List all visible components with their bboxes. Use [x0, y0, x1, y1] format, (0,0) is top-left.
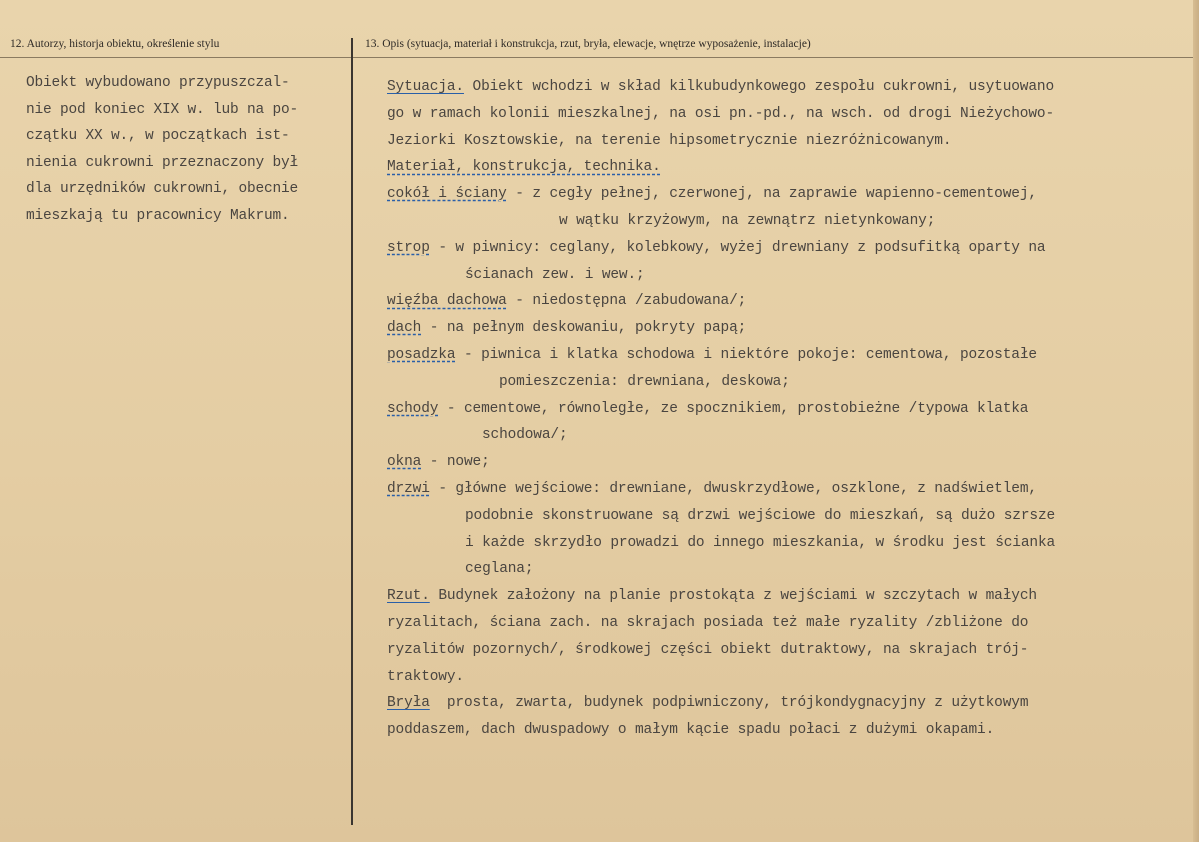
text-line: i każde skrzydło prowadzi do innego mieszkania, w środku jest ścianka — [465, 534, 1056, 551]
sytuacja-paragraph — [387, 74, 1177, 154]
text-line: Obiekt wybudowano przypuszczal- — [26, 75, 290, 91]
text-line: Jeziorki Kosztowskie, na terenie hipsometrycznie niezróżnicowanym. — [387, 132, 952, 149]
section-13-text — [387, 74, 1177, 744]
text-line: czątku XX w., w początkach ist- — [26, 128, 290, 144]
text-line: ryzalitów pozornych/, środkowej części obiekt dutraktowy, na skrajach trój- — [387, 641, 1029, 658]
text-line: ścianach zew. i wew.; — [465, 266, 645, 283]
text-line: w wątku krzyżowym, na zewnątrz nietynkowany; — [559, 212, 936, 229]
text-line: prosta, zwarta, budynek podpiwniczony, trójkondygnacyjny z użytkowym — [429, 695, 1029, 712]
text-line: pomieszczenia: drewniana, deskowa; — [499, 373, 790, 390]
text-line: ryzalitach, ściana zach. na skrajach posiada też małe ryzality /zbliżone do — [387, 614, 1029, 631]
material-label: Materiał, konstrukcja, technika. — [387, 159, 661, 176]
cokol-paragraph — [387, 181, 1177, 235]
text-line: - piwnica i klatka schodowa i niektóre pokoje: cementowa, pozostałe — [455, 346, 1037, 363]
wiezba-label: więźba dachowa — [387, 293, 507, 310]
text-line: schodowa/; — [482, 427, 568, 444]
text-line: nie pod koniec XIX w. lub na po- — [26, 101, 299, 118]
card-edge — [1193, 0, 1199, 842]
cokol-label: cokół i ściany — [387, 186, 507, 203]
text-line: - na pełnym deskowaniu, pokryty papą; — [421, 320, 747, 337]
text-line: traktowy. — [387, 668, 464, 685]
text-line: - niedostępna /zabudowana/; — [506, 293, 747, 310]
text-line: podobnie skonstruowane są drzwi wejściowe do mieszkań, są dużo szrsze — [465, 507, 1056, 524]
bryla-label: Bryła — [387, 695, 430, 712]
rzut-label: Rzut. — [387, 588, 430, 605]
drzwi-label: drzwi — [387, 480, 430, 497]
okna-paragraph — [387, 449, 1177, 476]
bryla-paragraph — [387, 690, 1177, 744]
text-line: Obiekt wchodzi w skład kilkubudynkowego zespołu cukrowni, usytuowano — [463, 79, 1055, 95]
text-line: mieszkają tu pracownicy Makrum. — [26, 207, 290, 224]
okna-label: okna — [387, 454, 422, 471]
text-line: poddaszem, dach dwuspadowy o małym kącie spadu połaci z dużymi okapami. — [387, 722, 995, 739]
section-12-heading: 12. Autorzy, historja obiektu, określenie stylu — [10, 38, 220, 50]
posadzka-label: posadzka — [387, 346, 456, 363]
drzwi-paragraph — [387, 476, 1177, 583]
text-line: - cementowe, równoległe, ze spocznikiem, prostobieżne /typowa klatka — [438, 400, 1029, 417]
posadzka-paragraph — [387, 342, 1177, 396]
schody-label: schody — [387, 400, 439, 417]
section-13-heading: 13. Opis (sytuacja, materiał i konstrukcja, rzut, bryła, elewacje, wnętrze wyposażenie, instalacje) — [365, 38, 811, 50]
text-line: Budynek założony na planie prostokąta z wejściami w szczytach w małych — [429, 588, 1037, 605]
rzut-paragraph — [387, 583, 1177, 690]
dach-paragraph — [387, 315, 1177, 342]
text-line: - z cegły pełnej, czerwonej, na zaprawie wapienno-cementowej, — [506, 186, 1037, 203]
text-line: - w piwnicy: ceglany, kolebkowy, wyżej drewniany z podsufitką oparty na — [429, 239, 1046, 256]
text-line: - główne wejściowe: drewniane, dwuskrzydłowe, oszklone, z nadświetlem, — [429, 480, 1037, 497]
material-heading-row — [387, 154, 1177, 181]
dach-label: dach — [387, 320, 422, 337]
text-line: nienia cukrowni przeznaczony był — [26, 154, 299, 171]
strop-paragraph — [387, 235, 1177, 289]
text-line: dla urzędników cukrowni, obecnie — [26, 181, 299, 197]
header-divider — [0, 57, 1199, 58]
section-12-text — [26, 70, 348, 229]
text-line: go w ramach kolonii mieszkalnej, na osi pn.-pd., na wsch. od drogi Nieżychowo- — [387, 105, 1055, 122]
schody-paragraph — [387, 396, 1177, 450]
text-line: ceglana; — [465, 561, 534, 578]
text-line: - nowe; — [421, 454, 490, 471]
sytuacja-label: Sytuacja. — [387, 79, 464, 95]
wiezba-paragraph — [387, 288, 1177, 315]
column-divider — [351, 38, 353, 825]
strop-label: strop — [387, 239, 430, 256]
